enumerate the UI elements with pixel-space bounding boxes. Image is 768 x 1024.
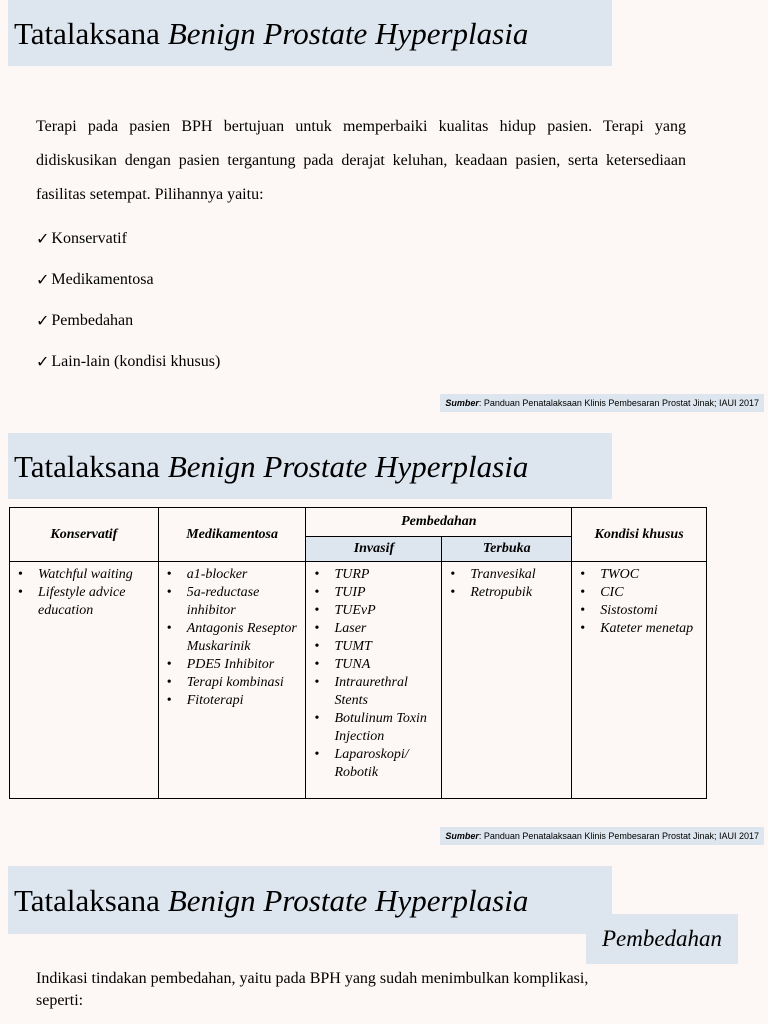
medikamentosa-list [159,566,306,710]
check-icon: ✓ [36,271,50,289]
list-item: • Retropubik [470,584,571,602]
list-item: • Antagonis Reseptor Muskarinik [187,620,306,656]
list-item: • PDE5 Inhibitor [187,656,306,674]
title-italic: Benign Prostate Hyperplasia [167,448,529,484]
list-item: • CIC [600,584,706,602]
slide1-source [440,394,764,412]
list-item: • TUIP [334,584,441,602]
cell-terbuka [442,562,572,799]
list-item: • a1-blocker [187,566,306,584]
option-lain-lain [36,341,220,382]
list-item: • Terapi kombinasi [187,674,306,692]
list-item: • Watchful waiting [38,566,158,584]
list-item: • TUMT [334,638,441,656]
slide3-title [8,866,612,934]
list-item: • Laparoskopi/ Robotik [334,746,441,782]
slide1-title [8,0,612,66]
list-item: • TURP [334,566,441,584]
header-kondisi-khusus: Kondisi khusus [572,508,707,562]
option-label: Konservatif [51,229,127,247]
invasif-list [306,566,441,782]
title-plain: Tatalaksana [14,15,160,51]
list-item: • 5a-reductase inhibitor [187,584,306,620]
list-item: • TUNA [334,656,441,674]
option-pembedahan [36,300,220,341]
list-item: • TWOC [600,566,706,584]
pembedahan-subheading: Pembedahan [586,914,738,964]
option-medikamentosa [36,259,220,300]
check-icon: ✓ [36,353,50,371]
slide2-title [8,433,612,499]
options-list [36,218,220,382]
list-item: • Botulinum Toxin Injection [334,710,441,746]
header-pembedahan: Pembedahan [306,508,572,537]
terbuka-list [442,566,571,602]
cell-konservatif [10,562,159,799]
list-item: • Fitoterapi [187,692,306,710]
treatment-table [9,507,707,799]
cell-medikamentosa [158,562,306,799]
source-text: : Panduan Penatalaksaan Klinis Pembesaran Prostat Jinak; IAUI 2017 [478,831,759,841]
title-italic: Benign Prostate Hyperplasia [167,15,529,51]
cell-kondisi-khusus [572,562,707,799]
header-medikamentosa: Medikamentosa [158,508,306,562]
source-label: Sumber [445,831,479,841]
title-plain: Tatalaksana [14,448,160,484]
title-plain: Tatalaksana [14,882,160,918]
list-item: • Lifestyle advice education [38,584,158,620]
list-item: • Laser [334,620,441,638]
list-item: • Sistostomi [600,602,706,620]
list-item: • TUEvP [334,602,441,620]
cell-invasif [306,562,442,799]
header-invasif: Invasif [306,537,442,562]
check-icon: ✓ [36,230,50,248]
list-item: • Tranvesikal [470,566,571,584]
kondisi-list [572,566,706,638]
slide2-source [440,827,764,845]
source-label: Sumber [445,398,479,408]
header-terbuka: Terbuka [442,537,572,562]
list-item: • Intraurethral Stents [334,674,441,710]
konservatif-list [10,566,158,620]
list-item: • Kateter menetap [600,620,706,638]
option-konservatif [36,218,220,259]
option-label: Lain-lain (kondisi khusus) [51,352,221,370]
option-label: Medikamentosa [51,270,154,288]
option-label: Pembedahan [51,311,134,329]
slide3-intro: Indikasi tindakan pembedahan, yaitu pada BPH yang sudah menimbulkan komplikasi, seperti: [36,970,589,1009]
slide1-intro: Terapi pada pasien BPH bertujuan untuk memperbaiki kualitas hidup pasien. Terapi yang didiskusikan dengan pasien tergantung pada derajat keluhan, keadaan pasien, serta ketersediaan fasilitas setempat. Pilihannya yaitu: [36,118,686,203]
source-text: : Panduan Penatalaksaan Klinis Pembesaran Prostat Jinak; IAUI 2017 [478,398,759,408]
check-icon: ✓ [36,312,50,330]
title-italic: Benign Prostate Hyperplasia [167,882,529,918]
header-konservatif: Konservatif [10,508,159,562]
